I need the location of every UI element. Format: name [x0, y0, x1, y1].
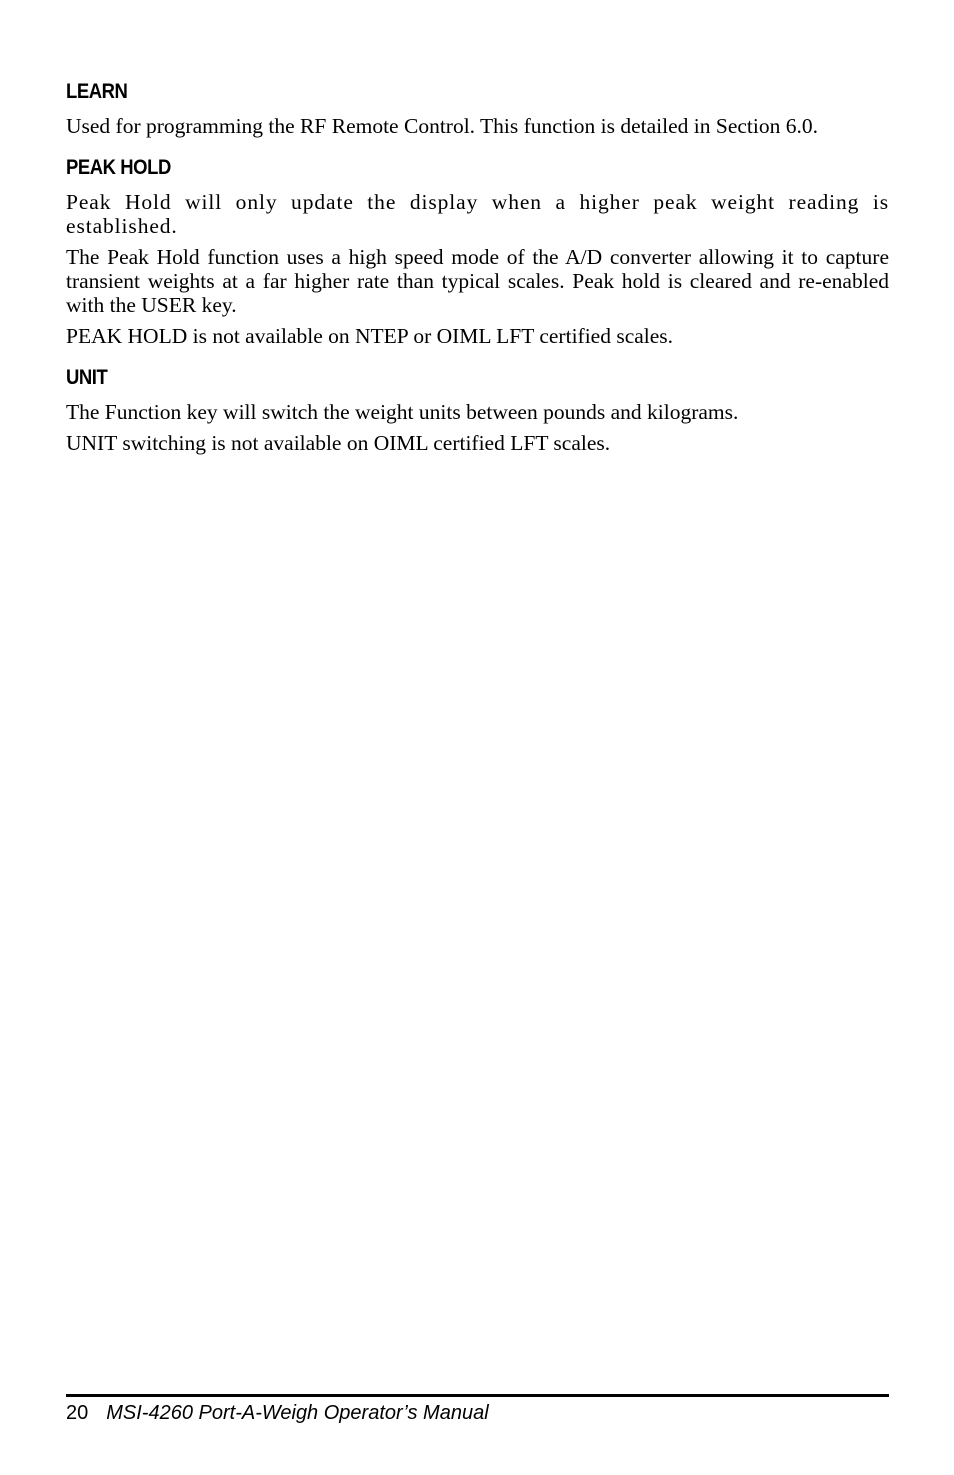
peak-hold-paragraph-3: PEAK HOLD is not available on NTEP or OIML LFT certified scales.	[66, 324, 674, 348]
peak-hold-paragraph-1: Peak Hold will only update the display when a higher peak weight reading is established.	[66, 190, 889, 238]
manual-title: MSI-4260 Port-A-Weigh Operator’s Manual	[106, 1402, 489, 1424]
section-peak-hold	[66, 154, 889, 348]
section-heading-learn: LEARN	[66, 80, 128, 103]
section-heading-unit: UNIT	[66, 366, 108, 389]
unit-paragraph-2: UNIT switching is not available on OIML certified LFT scales.	[66, 431, 611, 455]
section-learn	[66, 78, 889, 138]
unit-paragraph-1: The Function key will switch the weight units between pounds and kilograms.	[66, 400, 739, 424]
page-footer	[66, 1400, 489, 1426]
learn-paragraph-1: Used for programming the RF Remote Control. This function is detailed in Section 6.0.	[66, 114, 819, 138]
page-number: 20	[66, 1402, 89, 1424]
footer-divider	[66, 1394, 889, 1397]
section-unit	[66, 364, 889, 455]
section-heading-peak-hold: PEAK HOLD	[66, 156, 171, 179]
peak-hold-paragraph-2: The Peak Hold function uses a high speed mode of the A/D converter allowing it to capture transient weights at a far higher rate than typical scales. Peak hold is cleared and re-enabled with the USER key.	[66, 245, 889, 317]
page-content	[66, 78, 889, 462]
